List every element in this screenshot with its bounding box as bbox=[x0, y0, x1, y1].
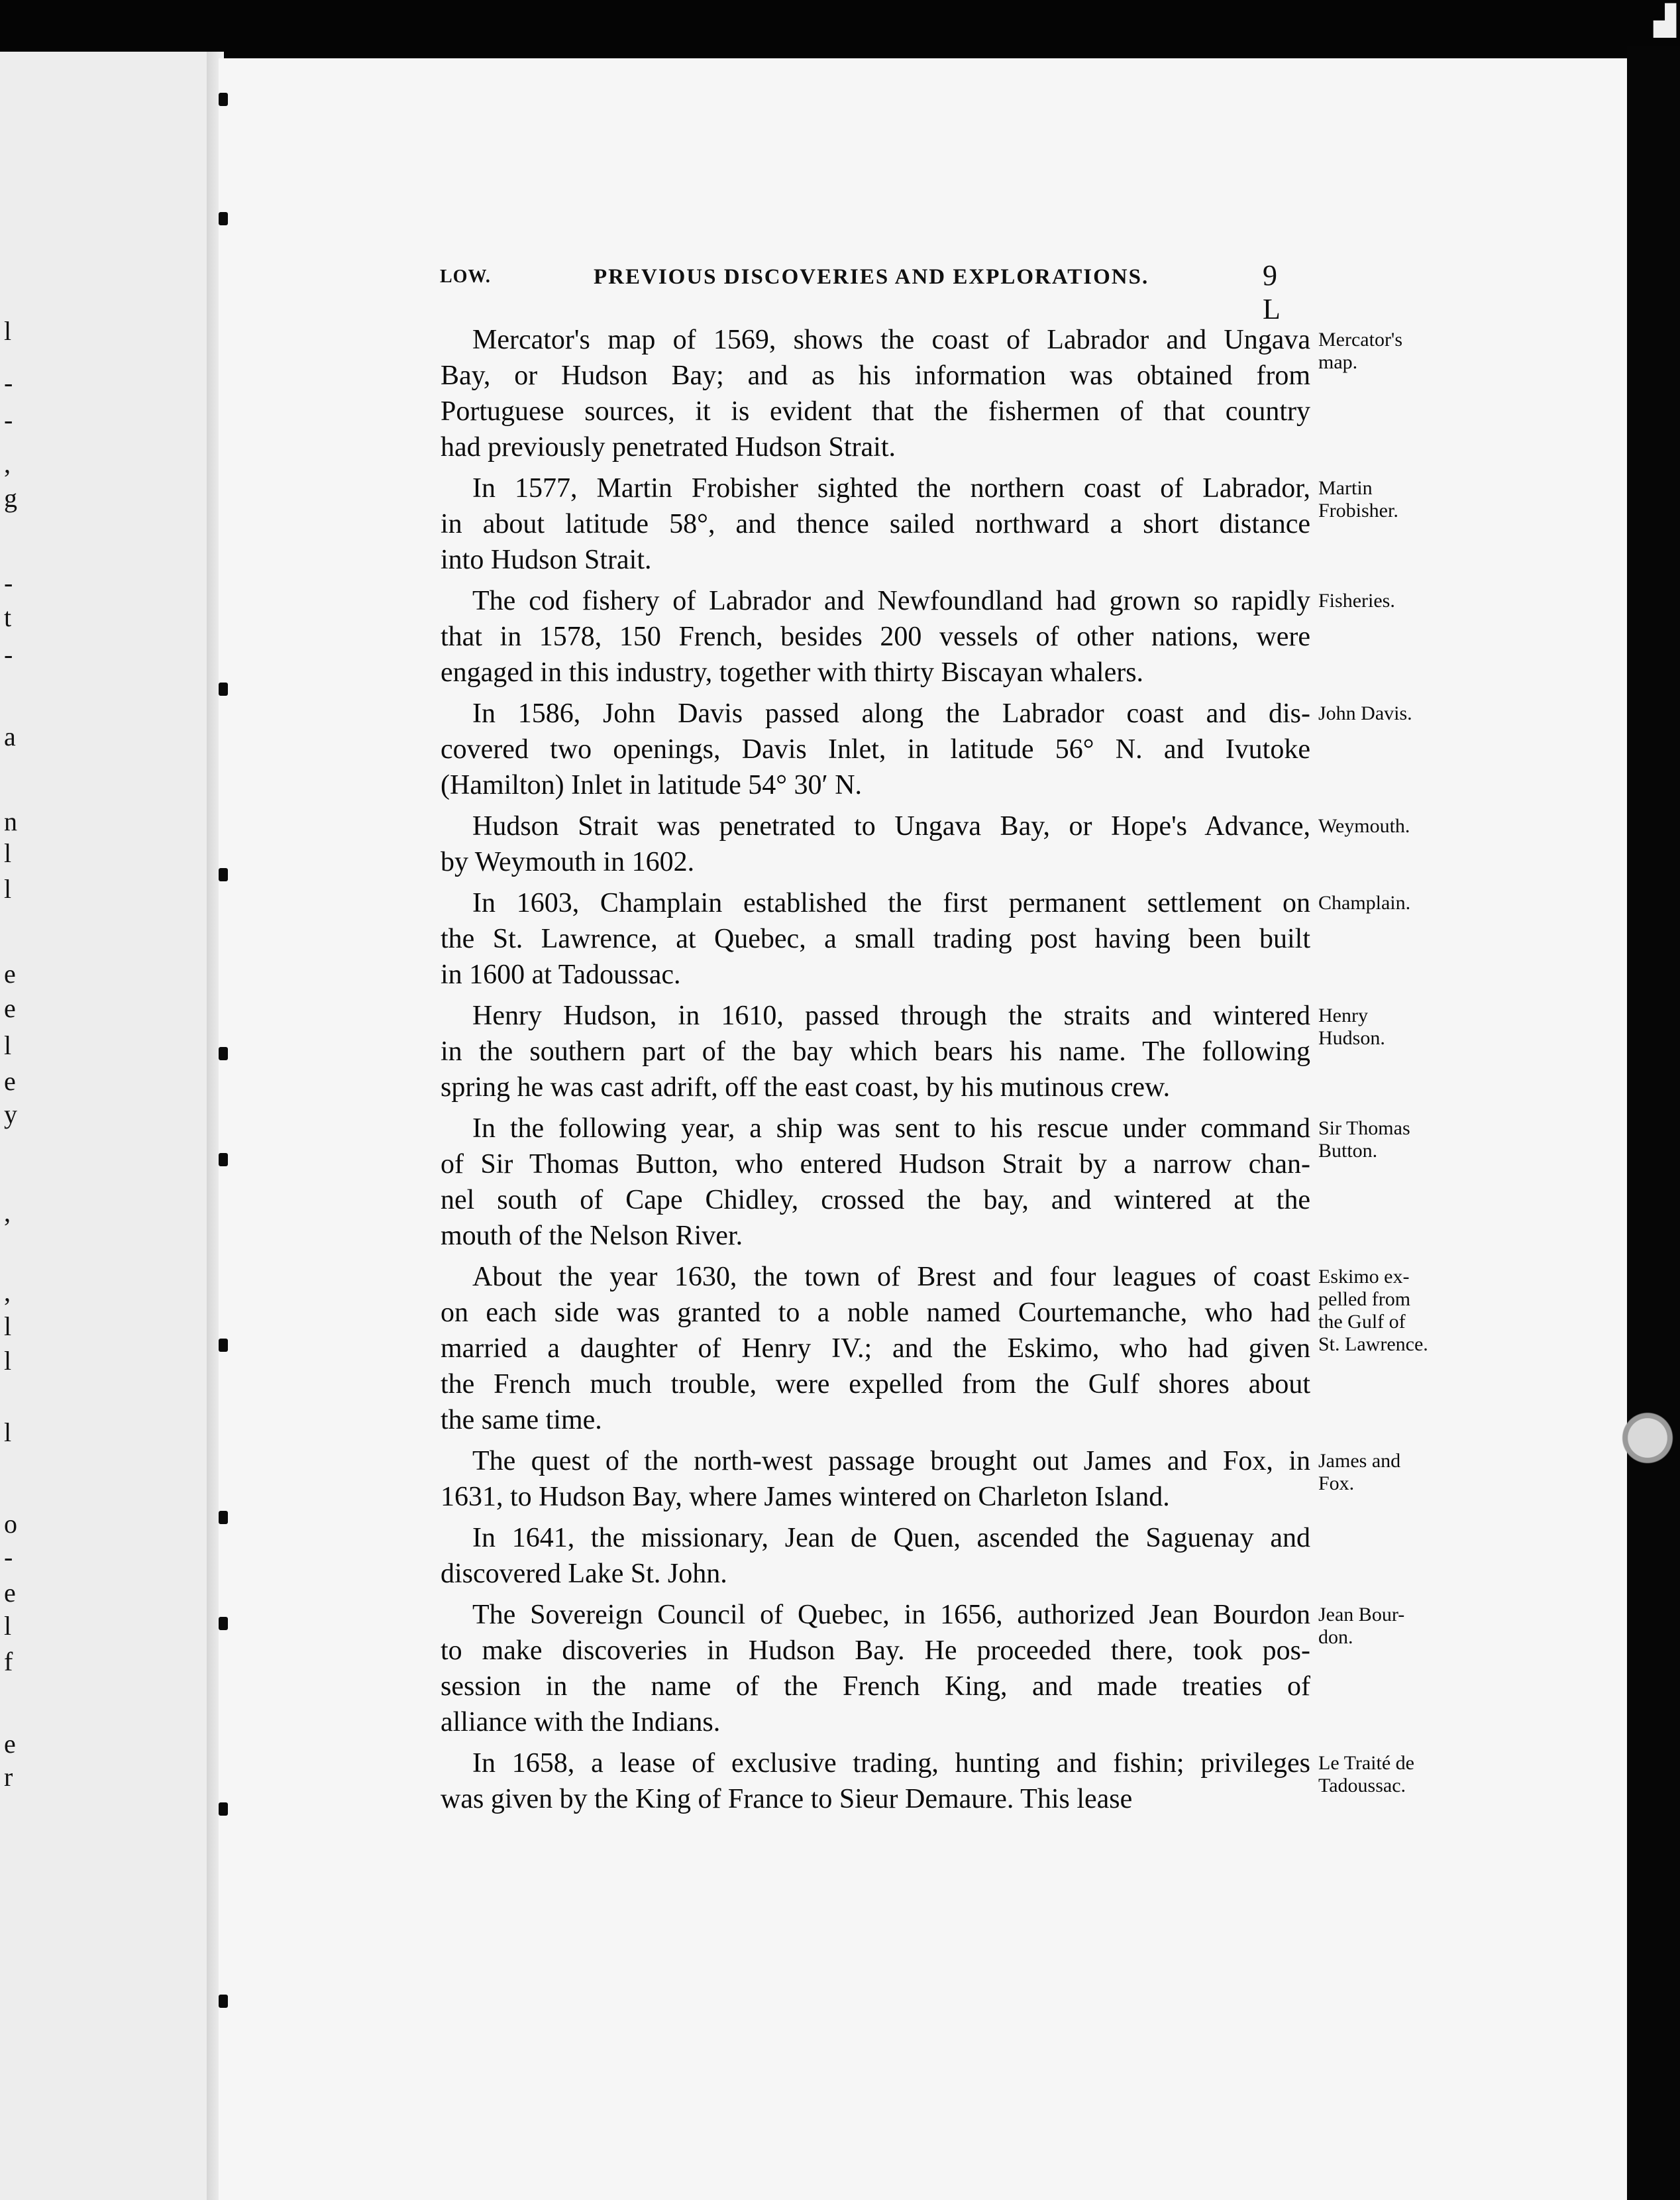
left-page-fragment: e bbox=[4, 959, 16, 989]
body-line: of Sir Thomas Button, who entered Hudson Strait by a narrow chan- bbox=[441, 1149, 1310, 1180]
binding-mark bbox=[219, 1047, 228, 1060]
body-line: Henry Hudson, in 1610, passed through the straits and wintered bbox=[472, 1001, 1310, 1031]
binding-mark bbox=[219, 1617, 228, 1630]
margin-note-line: don. bbox=[1318, 1626, 1353, 1648]
body-line: The Sovereign Council of Quebec, in 1656, authorized Jean Bourdon bbox=[472, 1600, 1310, 1630]
body-line: Bay, or Hudson Bay; and as his information was obtained from bbox=[441, 360, 1310, 391]
body-line: session in the name of the French King, and made treaties of bbox=[441, 1671, 1310, 1702]
margin-note bbox=[1318, 477, 1398, 522]
body-line: In 1577, Martin Frobisher sighted the northern coast of Labrador, bbox=[472, 473, 1310, 504]
body-line: in the southern part of the bay which bears his name. The following bbox=[441, 1036, 1310, 1067]
margin-note bbox=[1318, 1604, 1404, 1649]
body-line: In 1586, John Davis passed along the Labrador coast and dis- bbox=[472, 698, 1310, 729]
left-page-fragment: t bbox=[4, 602, 12, 632]
page-number: 9 L bbox=[1263, 259, 1292, 325]
body-line: The cod fishery of Labrador and Newfoundland had grown so rapidly bbox=[472, 586, 1310, 616]
binding-mark bbox=[219, 683, 228, 696]
margin-note-line: Weymouth. bbox=[1318, 815, 1410, 837]
body-line: in 1600 at Tadoussac. bbox=[441, 960, 681, 990]
left-page-fragment: e bbox=[4, 1578, 16, 1608]
margin-note-line: Tadoussac. bbox=[1318, 1775, 1406, 1796]
left-page-fragment: - bbox=[4, 1542, 13, 1572]
left-page-fragment: - bbox=[4, 568, 13, 598]
left-page-fragment: l bbox=[4, 1311, 12, 1341]
margin-note bbox=[1318, 1117, 1410, 1162]
body-line: the same time. bbox=[441, 1405, 602, 1435]
margin-note-line: Eskimo ex- bbox=[1318, 1266, 1410, 1288]
margin-note-line: Henry bbox=[1318, 1005, 1368, 1026]
left-page-fragment: l bbox=[4, 874, 12, 904]
body-line: the French much trouble, were expelled from the Gulf shores about bbox=[441, 1369, 1310, 1400]
left-page-fragment: , bbox=[4, 449, 11, 478]
margin-note-line: pelled from bbox=[1318, 1288, 1411, 1310]
left-page-fragment: e bbox=[4, 1066, 16, 1096]
margin-note-line: James and bbox=[1318, 1450, 1401, 1472]
binding-mark bbox=[219, 212, 228, 225]
paper-flake-mark bbox=[1615, 1398, 1680, 1478]
margin-note bbox=[1318, 590, 1395, 612]
running-head-title: PREVIOUS DISCOVERIES AND EXPLORATIONS. bbox=[594, 265, 1149, 289]
margin-note-line: Hudson. bbox=[1318, 1027, 1385, 1049]
left-page-fragment: g bbox=[4, 483, 17, 513]
running-head bbox=[435, 259, 1316, 325]
left-page-fragment: - bbox=[4, 639, 13, 669]
left-page-fragment: r bbox=[4, 1762, 13, 1792]
left-page-fragment: l bbox=[4, 1030, 12, 1060]
body-line: nel south of Cape Chidley, crossed the bay, and wintered at the bbox=[441, 1185, 1310, 1215]
body-line: discovered Lake St. John. bbox=[441, 1559, 727, 1589]
left-page-fragment: , bbox=[4, 1277, 11, 1307]
body-line: alliance with the Indians. bbox=[441, 1707, 721, 1737]
body-line: was given by the King of France to Sieur Demaure. This lease bbox=[441, 1784, 1133, 1814]
body-line: engaged in this industry, together with thirty Biscayan whalers. bbox=[441, 657, 1144, 688]
body-line: to make discoveries in Hudson Bay. He proceeded there, took pos- bbox=[441, 1635, 1310, 1666]
margin-note-line: St. Lawrence. bbox=[1318, 1333, 1428, 1355]
margin-note bbox=[1318, 329, 1402, 374]
margin-note-line: map. bbox=[1318, 351, 1358, 373]
body-line: on each side was granted to a noble named Courtemanche, who had bbox=[441, 1297, 1310, 1328]
body-line: in about latitude 58°, and thence sailed northward a short distance bbox=[441, 509, 1310, 539]
margin-note-line: Le Traité de bbox=[1318, 1752, 1414, 1774]
left-page-fragment: e bbox=[4, 993, 16, 1023]
binding-mark bbox=[219, 93, 228, 106]
margin-note-line: Mercator's bbox=[1318, 329, 1403, 351]
scan-corner-mark: ▟ bbox=[1654, 4, 1676, 38]
body-line: In 1658, a lease of exclusive trading, hunting and fishin; privileges bbox=[472, 1748, 1310, 1779]
body-line: covered two openings, Davis Inlet, in latitude 56° N. and Ivutoke bbox=[441, 734, 1310, 765]
scan-background bbox=[1627, 46, 1680, 2200]
margin-note-line: Champlain. bbox=[1318, 892, 1411, 914]
body-line: (Hamilton) Inlet in latitude 54° 30′ N. bbox=[441, 770, 863, 800]
body-line: In 1603, Champlain established the first permanent settlement on bbox=[472, 888, 1310, 918]
body-line: had previously penetrated Hudson Strait. bbox=[441, 432, 896, 463]
margin-note-line: Frobisher. bbox=[1318, 500, 1398, 522]
left-page-fragment: , bbox=[4, 1197, 11, 1227]
binding-mark bbox=[219, 1511, 228, 1524]
margin-note bbox=[1318, 1450, 1400, 1495]
binding-mark bbox=[219, 1339, 228, 1352]
margin-note-line: the Gulf of bbox=[1318, 1311, 1406, 1333]
body-line: The quest of the north-west passage brought out James and Fox, in bbox=[472, 1446, 1310, 1476]
body-line: Hudson Strait was penetrated to Ungava Bay, or Hope's Advance, bbox=[472, 811, 1310, 842]
body-line: mouth of the Nelson River. bbox=[441, 1221, 743, 1251]
binding-mark bbox=[219, 1802, 228, 1816]
body-line: the St. Lawrence, at Quebec, a small trading post having been built bbox=[441, 924, 1310, 954]
body-line: by Weymouth in 1602. bbox=[441, 847, 695, 877]
left-page-fragment: o bbox=[4, 1509, 17, 1539]
left-page-fragment: l bbox=[4, 1346, 12, 1376]
body-line: married a daughter of Henry IV.; and the Eskimo, who had given bbox=[441, 1333, 1310, 1364]
margin-note bbox=[1318, 1005, 1385, 1050]
running-head-label: LOW. bbox=[440, 266, 491, 287]
left-page-fragment: l bbox=[4, 838, 12, 868]
body-line: In 1641, the missionary, Jean de Quen, ascended the Saguenay and bbox=[472, 1523, 1310, 1553]
left-page-fragment: l bbox=[4, 316, 12, 346]
margin-note-line: Martin bbox=[1318, 477, 1373, 499]
margin-note bbox=[1318, 1752, 1414, 1797]
left-page-fragment: l bbox=[4, 1417, 12, 1447]
left-page-fragment: - bbox=[4, 368, 13, 398]
left-page-fragment: f bbox=[4, 1647, 13, 1677]
margin-note bbox=[1318, 1266, 1428, 1356]
body-line: spring he was cast adrift, off the east coast, by his mutinous crew. bbox=[441, 1072, 1171, 1103]
left-page-fragment: a bbox=[4, 722, 16, 751]
left-page-fragment: - bbox=[4, 405, 13, 435]
margin-note bbox=[1318, 815, 1410, 838]
margin-note-line: Fisheries. bbox=[1318, 590, 1395, 612]
margin-note-line: Jean Bour- bbox=[1318, 1604, 1405, 1625]
binding-mark bbox=[219, 868, 228, 881]
margin-note-line: Button. bbox=[1318, 1140, 1378, 1162]
body-line: that in 1578, 150 French, besides 200 vessels of other nations, were bbox=[441, 622, 1310, 652]
left-page-fragment: y bbox=[4, 1099, 17, 1129]
left-page-fragment: l bbox=[4, 1611, 12, 1641]
binding-mark bbox=[219, 1995, 228, 2008]
left-page-fragment: e bbox=[4, 1729, 16, 1759]
margin-note bbox=[1318, 702, 1412, 725]
body-line: Portuguese sources, it is evident that the fishermen of that country bbox=[441, 396, 1310, 427]
body-line: About the year 1630, the town of Brest and four leagues of coast bbox=[472, 1262, 1310, 1292]
margin-note-line: Sir Thomas bbox=[1318, 1117, 1410, 1139]
margin-note-line: John Davis. bbox=[1318, 702, 1412, 724]
margin-note bbox=[1318, 892, 1410, 914]
left-page-edge bbox=[0, 52, 213, 2200]
body-line: Mercator's map of 1569, shows the coast of Labrador and Ungava bbox=[472, 325, 1310, 355]
left-page-fragment: n bbox=[4, 806, 17, 836]
binding-mark bbox=[219, 1153, 228, 1166]
body-line: In the following year, a ship was sent to his rescue under command bbox=[472, 1113, 1310, 1144]
body-line: 1631, to Hudson Bay, where James wintered on Charleton Island. bbox=[441, 1482, 1170, 1512]
margin-note-line: Fox. bbox=[1318, 1472, 1355, 1494]
body-line: into Hudson Strait. bbox=[441, 545, 652, 575]
